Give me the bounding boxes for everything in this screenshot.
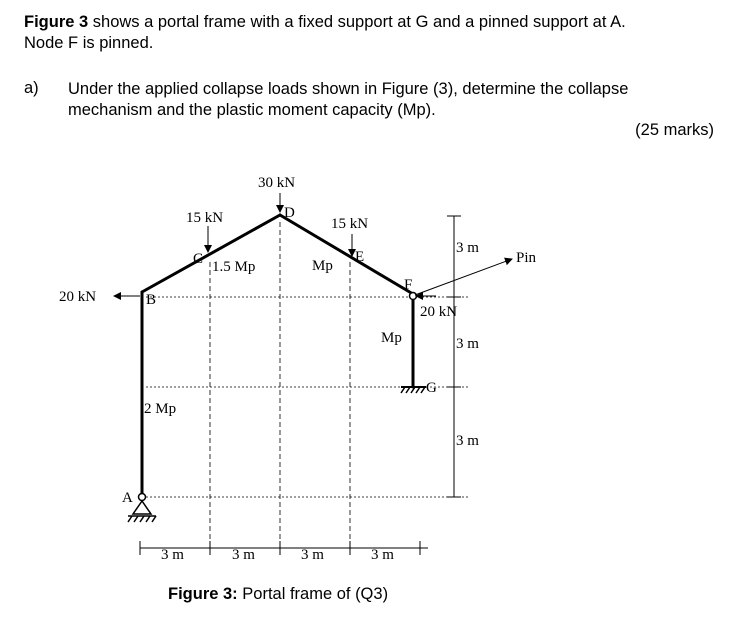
vertical-dim-2: 3 m <box>456 336 479 352</box>
moment-left-rafter: 1.5 Mp <box>212 259 256 275</box>
left-rafter <box>142 215 280 292</box>
pin-node-f <box>410 293 417 300</box>
vertical-dim-1: 3 m <box>456 240 479 256</box>
question-line-1: Under the applied collapse loads shown in Figure (3), determine the collapse <box>68 80 629 98</box>
moment-left-column: 2 Mp <box>144 401 177 417</box>
pin-label: Pin <box>516 250 537 266</box>
intro-line-2: Node F is pinned. <box>24 34 154 52</box>
pin-node-a <box>139 494 146 501</box>
frame-members <box>142 215 413 497</box>
moment-right-rafter: Mp <box>312 258 333 274</box>
node-c-label: C <box>193 251 204 267</box>
diagram-labels <box>59 175 537 563</box>
vertical-dim-3: 3 m <box>456 433 479 449</box>
fixed-support-icon <box>401 387 426 393</box>
b-load-label: 20 kN <box>59 289 97 305</box>
caption-text: Portal frame of (Q3) <box>237 585 389 603</box>
marks-label: (25 marks) <box>635 121 714 139</box>
figure-caption <box>168 585 388 604</box>
node-a-label: A <box>122 490 133 506</box>
horizontal-dim-1: 3 m <box>161 547 184 563</box>
node-g-label: G <box>426 380 437 396</box>
moment-right-column: Mp <box>381 330 402 346</box>
question-line-2: mechanism and the plastic moment capacity (Mp). <box>68 101 436 119</box>
horizontal-guide-lines <box>146 297 468 497</box>
node-f-label: F <box>404 277 413 293</box>
pin-pointer-arrow <box>415 259 512 295</box>
caption-figure-ref: Figure 3: <box>168 585 238 603</box>
node-b-label: B <box>146 292 157 308</box>
horizontal-dim-3: 3 m <box>301 547 324 563</box>
node-d-label: D <box>284 205 295 221</box>
intro-text: shows a portal frame with a fixed support at G and a pinned support at A. <box>88 13 626 31</box>
node-e-label: E <box>355 249 365 265</box>
f-load-label: 20 kN <box>420 304 458 320</box>
horizontal-dim-4: 3 m <box>371 547 394 563</box>
question-label: a) <box>24 79 39 97</box>
c-load-label: 15 kN <box>186 210 224 226</box>
e-load-label: 15 kN <box>331 216 369 232</box>
horizontal-dim-2: 3 m <box>232 547 255 563</box>
load-arrows <box>114 193 512 296</box>
vertical-dimension <box>447 216 461 497</box>
figure-ref: Figure 3 <box>24 13 89 31</box>
d-load-label: 30 kN <box>258 175 296 191</box>
